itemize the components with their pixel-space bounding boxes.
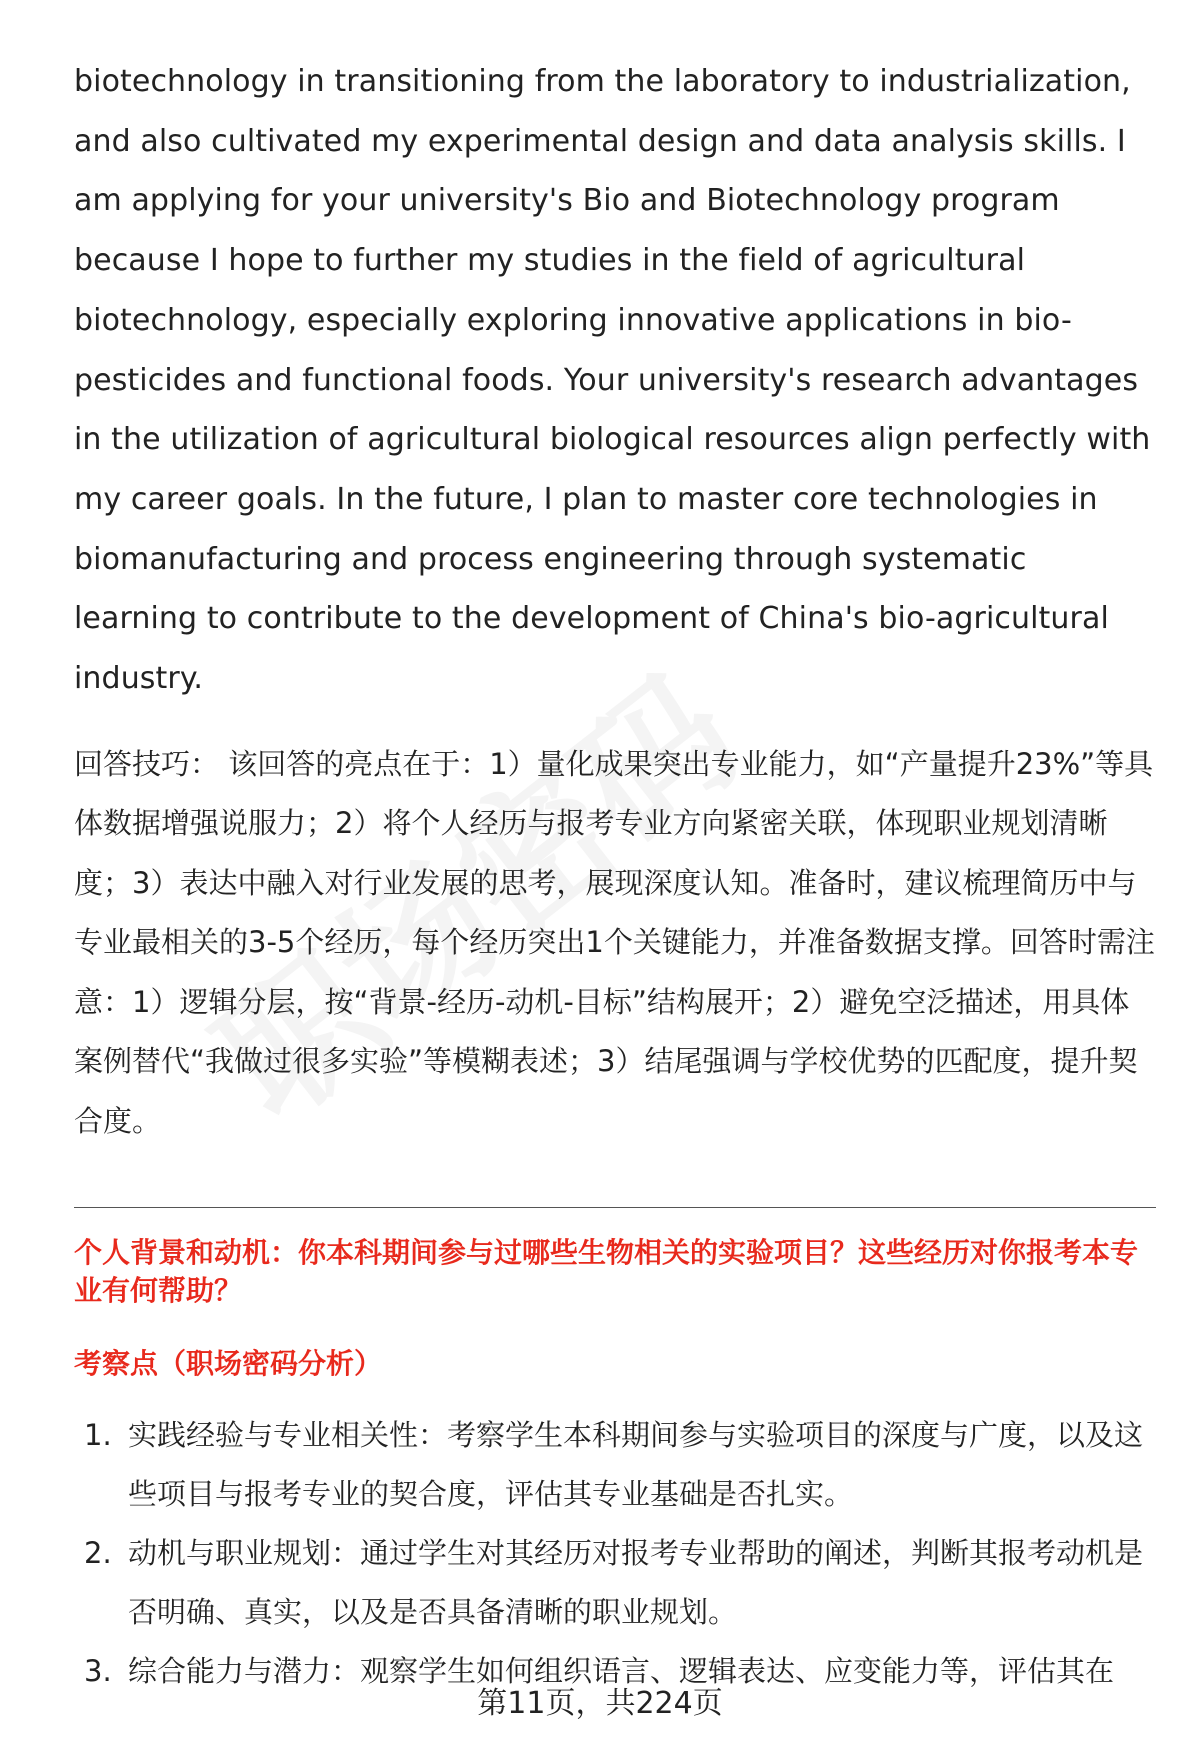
list-number: 3. (84, 1654, 112, 1689)
answer-tips-paragraph: 回答技巧： 该回答的亮点在于：1）量化成果突出专业能力，如“产量提升23%”等具体数据增强说服力；2）将个人经历与报考专业方向紧密关联，体现职业规划清晰度；3）表达中融入对行业发展的思考，展现深度认知。准备时，建议梳理简历中与专业最相关的3-5个经历，每个经历突出1个关键能力，并准备数据支撑。回答时需注意：1）逻辑分层，按“背景-经历-动机-目标”结构展开；2）避免空泛描述，用具体案例替代“我做过很多实验”等模糊表述；3）结尾强调与学校优势的匹配度，提升契合度。 (74, 746, 1155, 1138)
list-item (74, 1406, 1156, 1524)
english-answer-paragraph: biotechnology in transitioning from the laboratory to industrialization, and also cultivated my experimental design and data analysis skills. I am applying for your university's Bio and Biotechnology program because I hope to further my studies in the field of agricultural biotechnology, especially exploring innovative applications in bio-pesticides and functional foods. Your university's research advantages in the utilization of agricultural biological resources align perfectly with my career goals. In the future, I plan to master core technologies in biomanufacturing and process engineering through systematic learning to contribute to the development of China's bio-agricultural industry. (74, 64, 1151, 697)
section-divider (74, 1207, 1156, 1208)
assessment-points-title: 考察点（职场密码分析） (74, 1347, 383, 1381)
list-item-text: 综合能力与潜力：观察学生如何组织语言、逻辑表达、应变能力等，评估其在 (128, 1654, 1115, 1689)
list-number: 1. (84, 1418, 112, 1453)
assessment-points-list (74, 1406, 1156, 1701)
list-number: 2. (84, 1536, 112, 1571)
page-number-footer: 第11页，共224页 (477, 1686, 723, 1721)
list-item-text: 动机与职业规划：通过学生对其经历对报考专业帮助的阐述，判断其报考动机是否明确、真实，以及是否具备清晰的职业规划。 (128, 1536, 1144, 1630)
list-item (74, 1524, 1156, 1642)
document-page (74, 52, 1156, 1701)
list-item-text: 实践经验与专业相关性：考察学生本科期间参与实验项目的深度与广度，以及这些项目与报考专业的契合度，评估其专业基础是否扎实。 (128, 1418, 1144, 1512)
question-heading: 个人背景和动机：你本科期间参与过哪些生物相关的实验项目？这些经历对你报考本专业有何帮助？ (74, 1236, 1139, 1308)
